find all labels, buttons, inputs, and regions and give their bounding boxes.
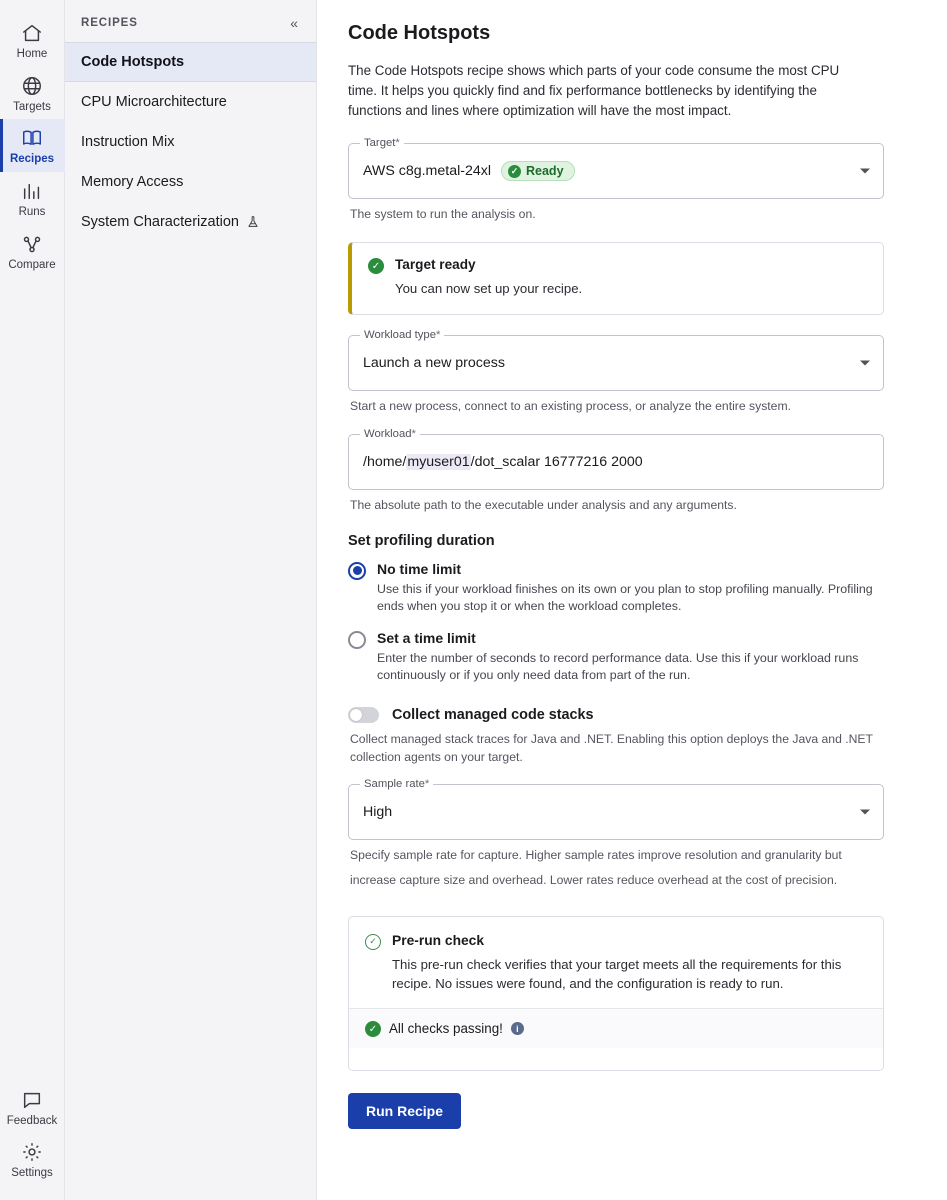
sample-rate-help-line1: Specify sample rate for capture. Higher sample rates improve resolution and granularity but — [350, 848, 842, 863]
check-circle-outline-icon: ✓ — [365, 934, 381, 950]
collapse-panel-icon[interactable]: « — [290, 15, 298, 31]
home-icon — [21, 22, 43, 44]
radio-set-time-limit[interactable] — [348, 631, 366, 649]
workload-type-legend: Workload type* — [360, 329, 444, 341]
rail-item-home[interactable] — [0, 14, 65, 67]
radio-option-set-time-limit[interactable] — [348, 630, 888, 685]
recipe-item-system-characterization[interactable] — [65, 202, 316, 242]
recipe-item-instruction-mix[interactable] — [65, 122, 316, 162]
target-ready-body: You can now set up your recipe. — [395, 281, 583, 297]
target-ready-title: Target ready — [395, 257, 476, 273]
workload-user-token: myuser01 — [407, 453, 470, 470]
target-select[interactable] — [348, 137, 884, 199]
workload-legend: Workload* — [360, 428, 420, 440]
rail-label-home: Home — [16, 48, 48, 60]
rail-bottom-group — [0, 1081, 65, 1200]
rail-item-settings[interactable] — [0, 1133, 65, 1186]
recipe-label: System Characterization — [81, 214, 239, 230]
rail-label-settings: Settings — [11, 1167, 53, 1180]
left-nav-rail — [0, 0, 65, 1200]
rail-item-targets[interactable] — [0, 67, 65, 120]
chevron-down-icon[interactable] — [860, 361, 870, 366]
rail-label-recipes: Recipes — [9, 153, 55, 166]
recipes-panel — [65, 0, 317, 1200]
target-legend: Target* — [360, 137, 404, 149]
rail-item-recipes[interactable] — [0, 119, 65, 172]
pre-run-check-top — [349, 917, 883, 1008]
workload-help: The absolute path to the executable under analysis and any arguments. — [350, 497, 737, 512]
rail-item-runs[interactable] — [0, 172, 65, 225]
rail-label-targets: Targets — [13, 100, 51, 113]
rail-label-feedback: Feedback — [6, 1114, 58, 1127]
workload-input[interactable] — [348, 427, 884, 490]
page-title: Code Hotspots — [348, 22, 491, 44]
book-icon — [21, 127, 43, 149]
sample-rate-legend: Sample rate* — [360, 778, 433, 790]
pre-run-check-footer — [349, 1008, 883, 1048]
page-description: The Code Hotspots recipe shows which parts of your code consume the most CPU time. It helps you quickly find and fix performance bottlenecks by identifying the functions and lines where optimization will have the most impact. — [348, 63, 840, 119]
rail-item-compare[interactable] — [0, 225, 65, 278]
recipes-header-label: RECIPES — [81, 17, 138, 29]
pre-run-check-title: Pre-run check — [392, 932, 485, 948]
status-badge-ready — [501, 161, 575, 181]
info-icon[interactable]: i — [511, 1022, 524, 1035]
main-content — [317, 0, 947, 1200]
run-recipe-button[interactable]: Run Recipe — [348, 1093, 461, 1129]
targets-icon — [21, 75, 43, 97]
workload-type-help: Start a new process, connect to an existing process, or analyze the entire system. — [350, 399, 791, 414]
compare-icon — [21, 233, 43, 255]
recipe-item-code-hotspots[interactable] — [65, 42, 316, 82]
recipe-label: Code Hotspots — [81, 54, 185, 70]
check-circle-icon: ✓ — [365, 1021, 381, 1037]
radio-desc-no-time-limit: Use this if your workload finishes on its own or you plan to stop profiling manually. Profiling ends when you stop it or when the workload completes. — [377, 581, 873, 614]
pre-run-check-body: This pre-run check verifies that your target meets all the requirements for this recipe. No issues were found, and the configuration is ready to run. — [392, 956, 842, 991]
managed-stacks-toggle[interactable] — [348, 707, 379, 723]
radio-label-set-time-limit: Set a time limit — [377, 629, 476, 646]
workload-value: /home/myuser01/dot_scalar 16777216 2000 — [363, 453, 643, 470]
recipe-item-memory-access[interactable] — [65, 162, 316, 202]
recipe-label: CPU Microarchitecture — [81, 94, 227, 110]
rail-label-runs: Runs — [18, 205, 46, 218]
recipe-label: Instruction Mix — [81, 134, 175, 150]
check-icon: ✓ — [508, 165, 521, 178]
workload-type-value: Launch a new process — [363, 355, 505, 372]
sample-rate-value: High — [363, 804, 393, 821]
recipe-label: Memory Access — [81, 174, 184, 190]
managed-stacks-label: Collect managed code stacks — [392, 706, 594, 723]
sample-rate-help-line2: increase capture size and overhead. Lower rates reduce overhead at the cost of precision. — [350, 873, 838, 888]
runs-icon — [21, 180, 43, 202]
pre-run-check-footer-text: All checks passing! — [389, 1021, 503, 1036]
managed-stacks-help: Collect managed stack traces for Java and .NET. Enabling this option deploys the Java and .NET collection agents on your target. — [350, 731, 873, 764]
rail-label-compare: Compare — [8, 258, 56, 271]
flask-icon — [246, 214, 260, 230]
profiling-duration-title: Set profiling duration — [348, 532, 495, 549]
rail-item-feedback[interactable] — [0, 1081, 65, 1134]
pre-run-check-spacer — [349, 1048, 883, 1070]
chevron-down-icon[interactable] — [860, 810, 870, 815]
target-value: AWS c8g.metal-24xl — [363, 163, 491, 180]
target-help: The system to run the analysis on. — [350, 207, 536, 222]
managed-stacks-row[interactable] — [348, 707, 883, 723]
recipes-header — [65, 0, 316, 42]
chevron-down-icon[interactable] — [860, 169, 870, 174]
radio-option-no-time-limit[interactable] — [348, 561, 888, 616]
pre-run-check-card — [348, 916, 884, 1071]
sample-rate-select[interactable] — [348, 778, 884, 840]
radio-desc-set-time-limit: Enter the number of seconds to record performance data. Use this if your workload runs continuously or if you only need data from part of the run. — [377, 650, 859, 683]
target-ready-alert — [348, 242, 884, 315]
radio-no-time-limit[interactable] — [348, 562, 366, 580]
check-circle-icon: ✓ — [368, 258, 384, 274]
feedback-icon — [21, 1089, 43, 1111]
gear-icon — [21, 1141, 43, 1163]
workload-type-select[interactable] — [348, 329, 884, 391]
recipe-item-cpu-microarchitecture[interactable] — [65, 82, 316, 122]
status-badge-label: Ready — [526, 164, 564, 179]
radio-label-no-time-limit: No time limit — [377, 560, 462, 577]
